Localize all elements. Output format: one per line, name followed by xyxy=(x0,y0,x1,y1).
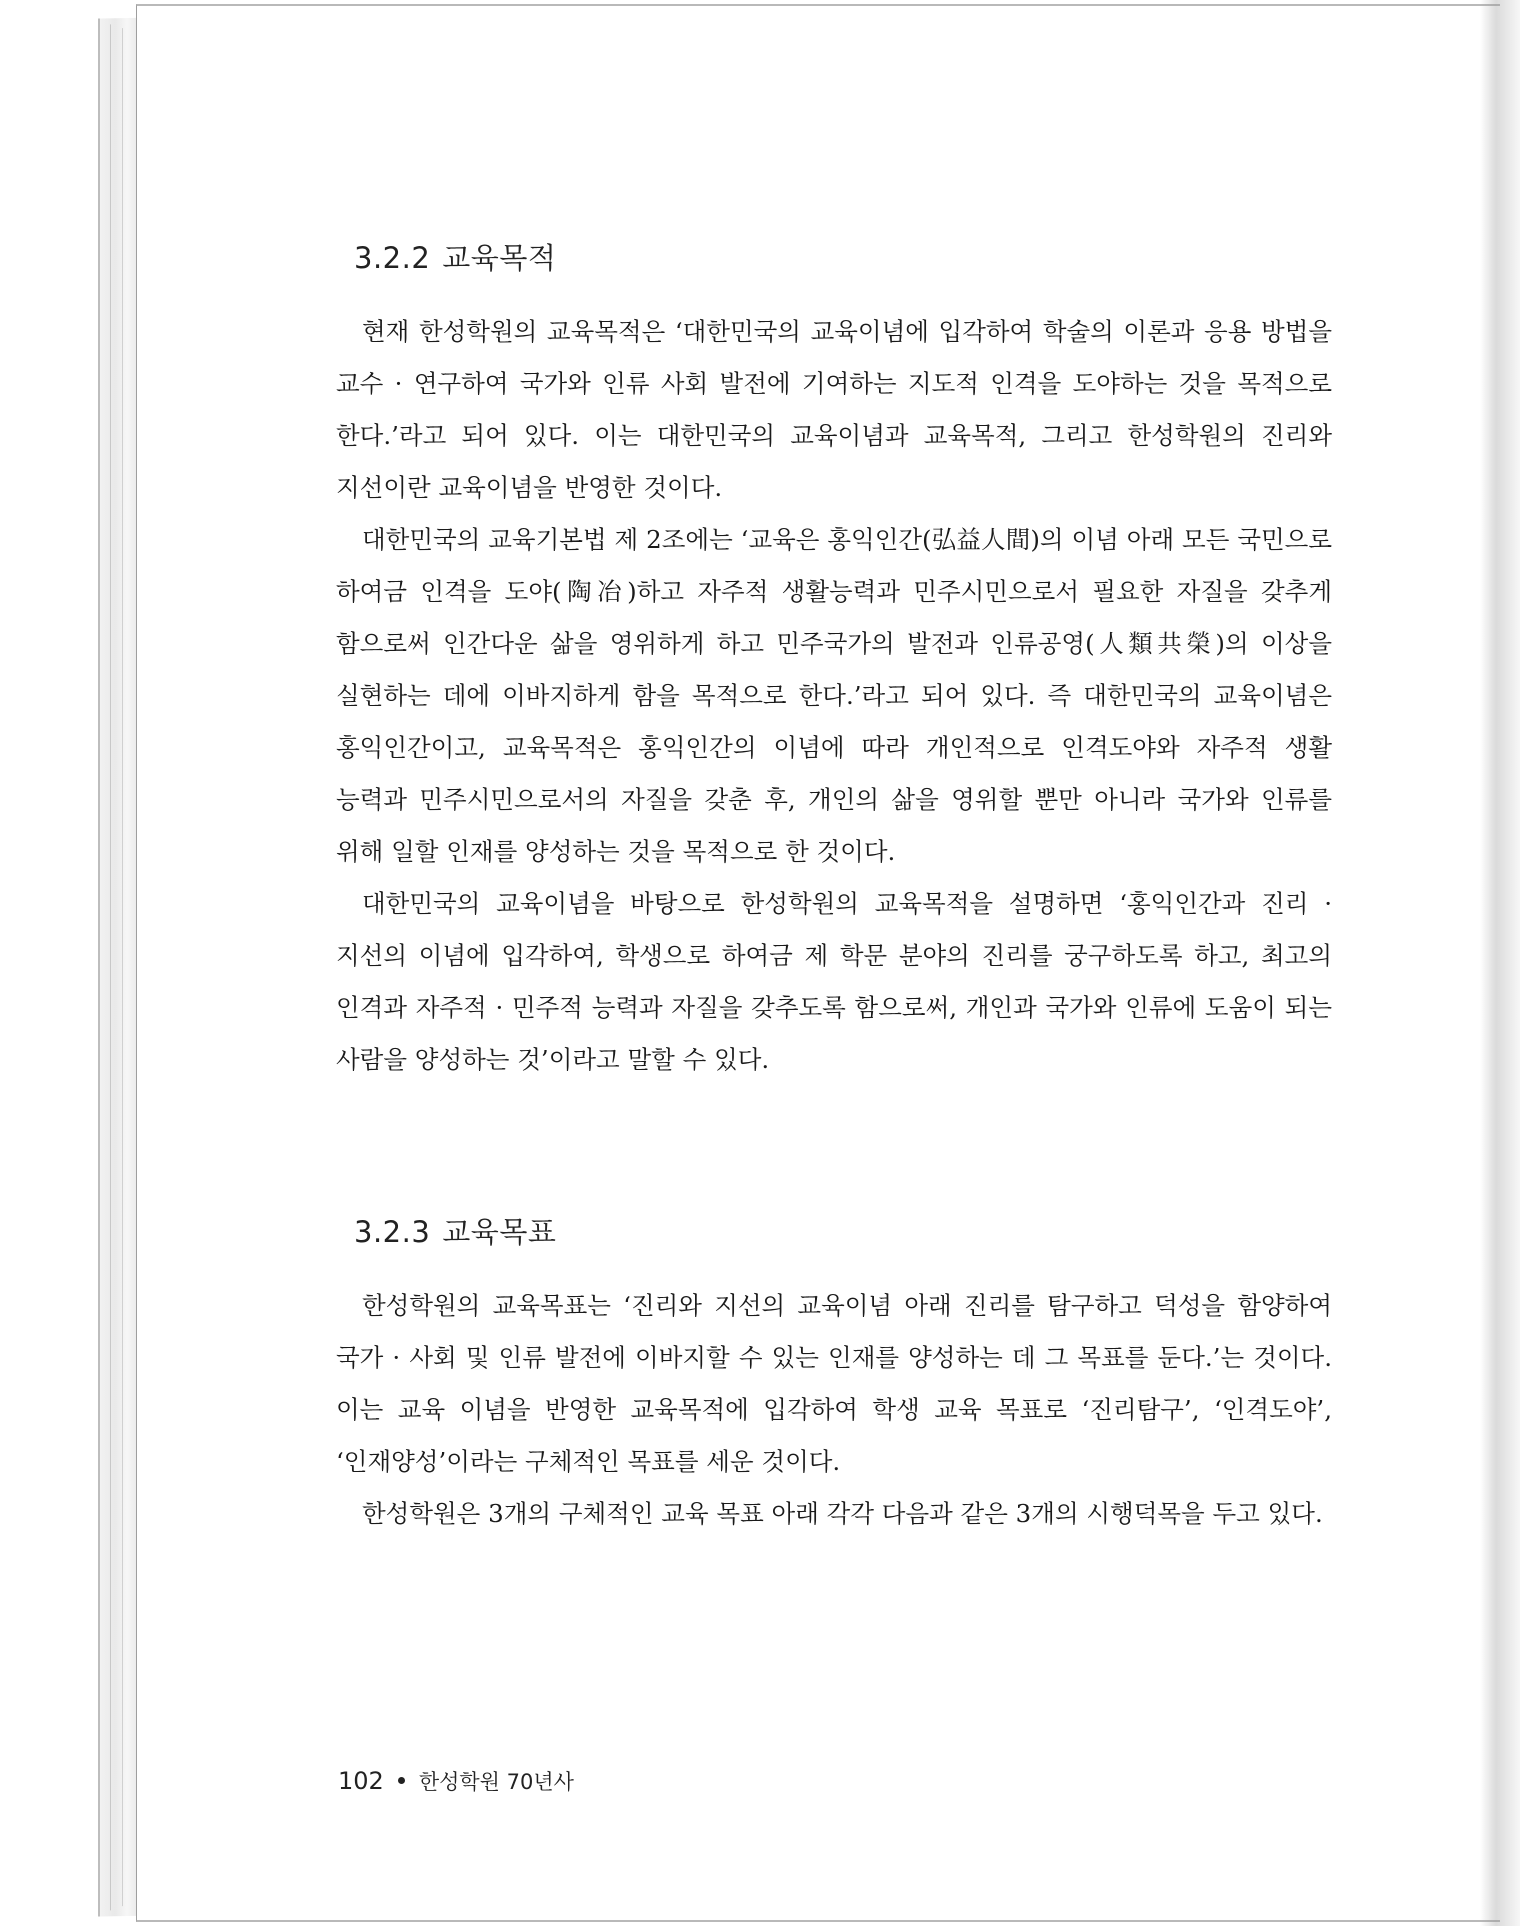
paragraph: 현재 한성학원의 교육목적은 ‘대한민국의 교육이념에 입각하여 학술의 이론과 응용 방법을 교수 · 연구하여 국가와 인류 사회 발전에 기여하는 지도적 인격을 도야하는 것을 목적으로 한다.’라고 되어 있다. 이는 대한민국의 교육이념과 교육목적, 그리고 한성학원의 진리와 지선이란 교육이념을 반영한 것이다. xyxy=(336,317,1332,502)
page-shadow xyxy=(1480,0,1520,1926)
paragraph: 대한민국의 교육이념을 바탕으로 한성학원의 교육목적을 설명하면 ‘홍익인간과 진리 · 지선의 이념에 입각하여, 학생으로 하여금 제 학문 분야의 진리를 궁구하도록 하고, 최고의 인격과 자주적 · 민주적 능력과 자질을 갖추도록 함으로써, 개인과 국가와 인류에 도움이 되는 사람을 양성하는 것’이라고 말할 수 있다. xyxy=(336,889,1332,1074)
section-number: 3.2.3 xyxy=(354,1215,431,1249)
section-number: 3.2.2 xyxy=(354,241,431,275)
section-title: 교육목표 xyxy=(442,1215,557,1249)
paragraph: 대한민국의 교육기본법 제 2조에는 ‘교육은 홍익인간(弘益人間)의 이념 아래 모든 국민으로 하여금 인격을 도야(陶冶)하고 자주적 생활능력과 민주시민으로서 필요한 자질을 갖추게 함으로써 인간다운 삶을 영위하게 하고 민주국가의 발전과 인류공영(人類共榮)의 이상을 실현하는 데에 이바지하게 함을 목적으로 한다.’라고 되어 있다. 즉 대한민국의 교육이념은 홍익인간이고, 교육목적은 홍익인간의 이념에 따라 개인적으로 인격도야와 자주적 생활 능력과 민주시민으로서의 자질을 갖춘 후, 개인의 삶을 영위할 뿐만 아니라 국가와 인류를 위해 일할 인재를 양성하는 것을 목적으로 한 것이다. xyxy=(336,525,1332,866)
section-title: 교육목적 xyxy=(442,241,557,275)
section-heading-3-2-3 xyxy=(354,1210,556,1251)
section-heading-3-2-2 xyxy=(354,236,556,277)
paragraph: 한성학원의 교육목표는 ‘진리와 지선의 교육이념 아래 진리를 탐구하고 덕성을 함양하여 국가 · 사회 및 인류 발전에 이바지할 수 있는 인재를 양성하는 데 그 목표를 둔다.’는 것이다. 이는 교육 이념을 반영한 교육목적에 입각하여 학생 교육 목표로 ‘진리탐구’, ‘인격도야’, ‘인재양성’이라는 구체적인 목표를 세운 것이다. xyxy=(336,1291,1332,1476)
page-number: 102 xyxy=(338,1767,384,1795)
bullet-dot-icon xyxy=(398,1777,405,1784)
book-title: 한성학원 70년사 xyxy=(418,1770,574,1794)
page-footer xyxy=(338,1766,574,1796)
paragraph: 한성학원은 3개의 구체적인 교육 목표 아래 각각 다음과 같은 3개의 시행덕목을 두고 있다. xyxy=(362,1499,1323,1528)
